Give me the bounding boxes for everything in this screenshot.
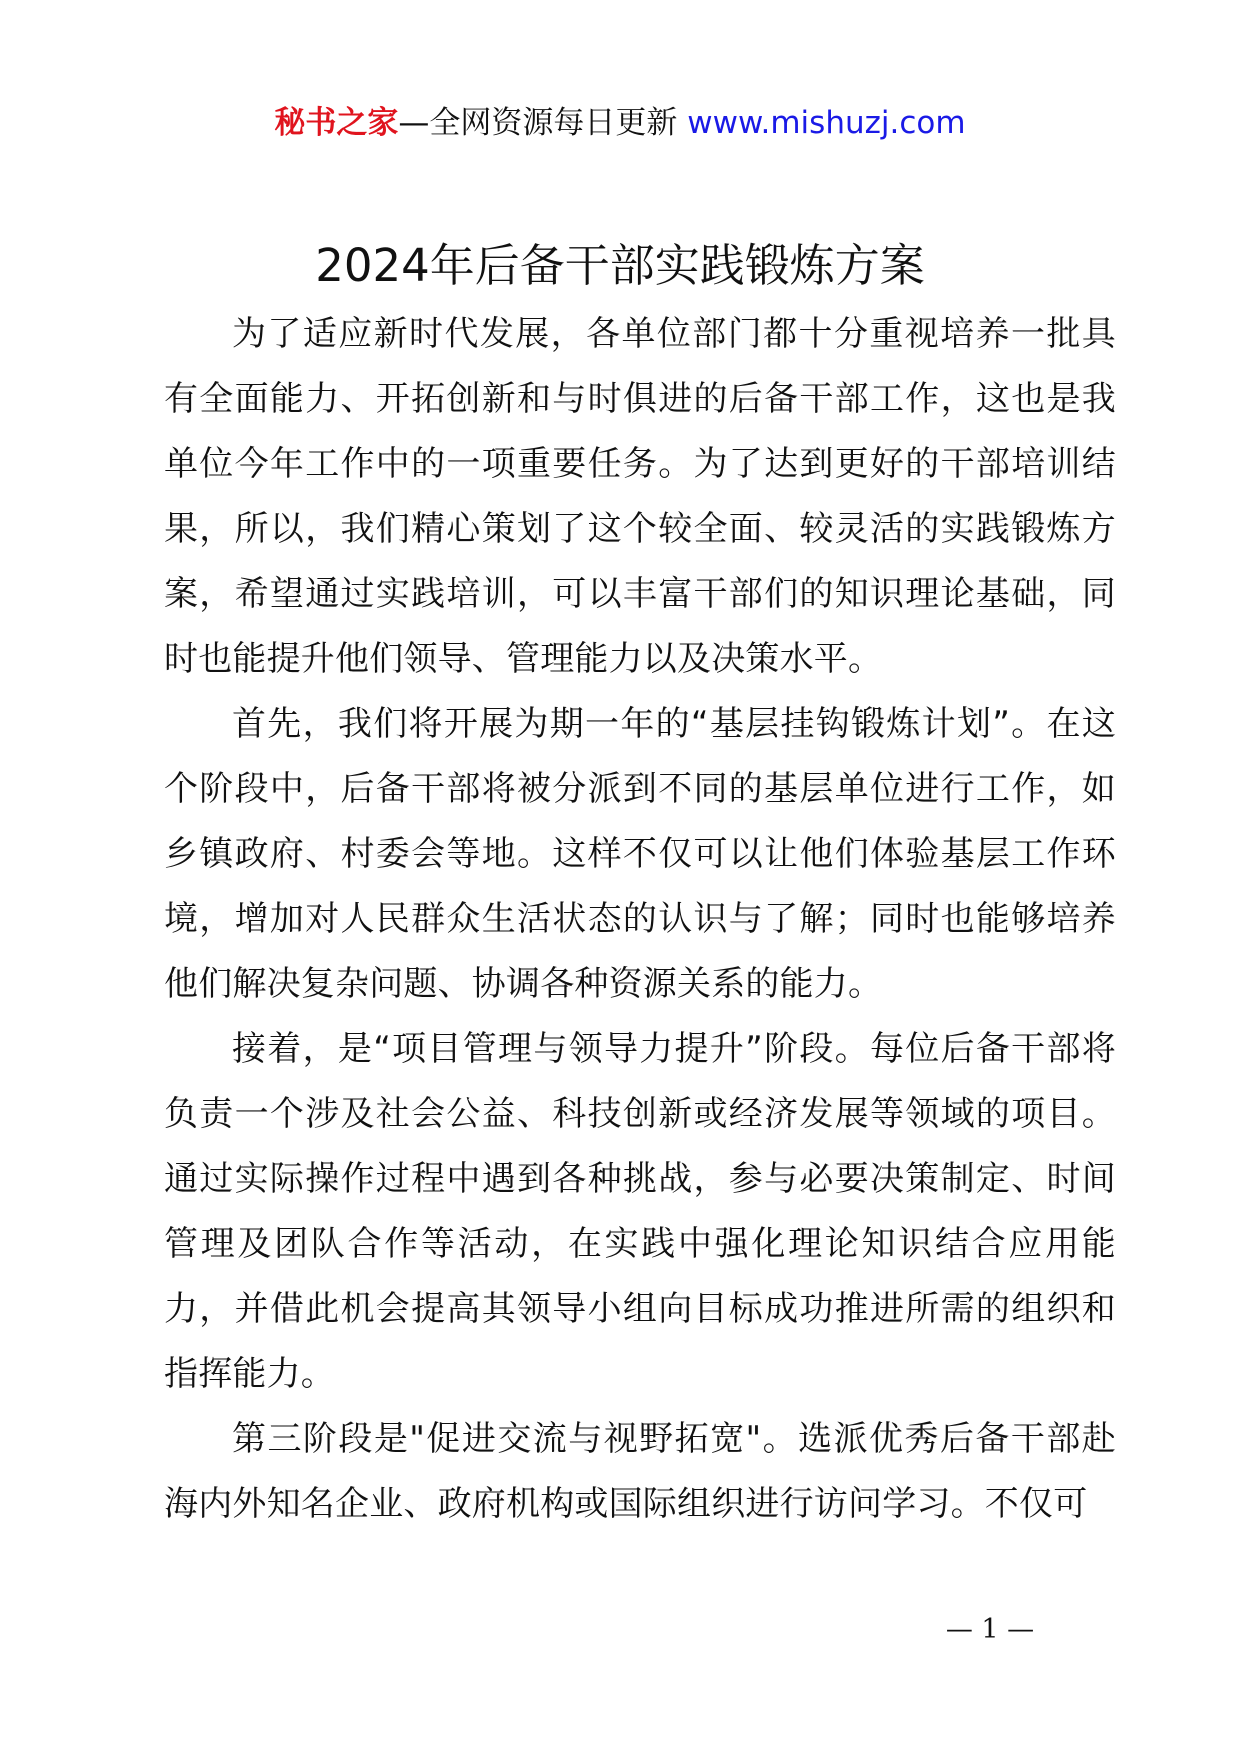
header-tagline: —全网资源每日更新 [398, 105, 688, 141]
site-header [0, 100, 1240, 146]
paragraph-stage-one: 首先，我们将开展为期一年的“基层挂钩锻炼计划”。在这个阶段中，后备干部将被分派到不同的基层单位进行工作，如乡镇政府、村委会等地。这样不仅可以让他们体验基层工作环境，增加对人民群众生活状态的认识与了解；同时也能够培养他们解决复杂问题、协调各种资源关系的能力。 [164, 704, 1116, 1004]
page-number: — 1 — [945, 1614, 1035, 1645]
paragraph-stage-three: 第三阶段是"促进交流与视野拓宽"。选派优秀后备干部赴海内外知名企业、政府机构或国际组织进行访问学习。不仅可 [164, 1419, 1116, 1524]
paragraph-intro: 为了适应新时代发展，各单位部门都十分重视培养一批具有全面能力、开拓创新和与时俱进的后备干部工作，这也是我单位今年工作中的一项重要任务。为了达到更好的干部培训结果，所以，我们精心策划了这个较全面、较灵活的实践锻炼方案，希望通过实践培训，可以丰富干部们的知识理论基础，同时也能提升他们领导、管理能力以及决策水平。 [164, 314, 1116, 679]
document-body [164, 302, 1116, 1537]
document-title: 2024年后备干部实践锻炼方案 [315, 239, 925, 292]
brand-name: 秘书之家 [274, 105, 399, 141]
paragraph-stage-two: 接着，是“项目管理与领导力提升”阶段。每位后备干部将负责一个涉及社会公益、科技创新或经济发展等领域的项目。通过实际操作过程中遇到各种挑战，参与必要决策制定、时间管理及团队合作等活动，在实践中强化理论知识结合应用能力，并借此机会提高其领导小组向目标成功推进所需的组织和指挥能力。 [164, 1029, 1116, 1394]
site-url-link[interactable]: www.mishuzj.com [687, 105, 966, 141]
